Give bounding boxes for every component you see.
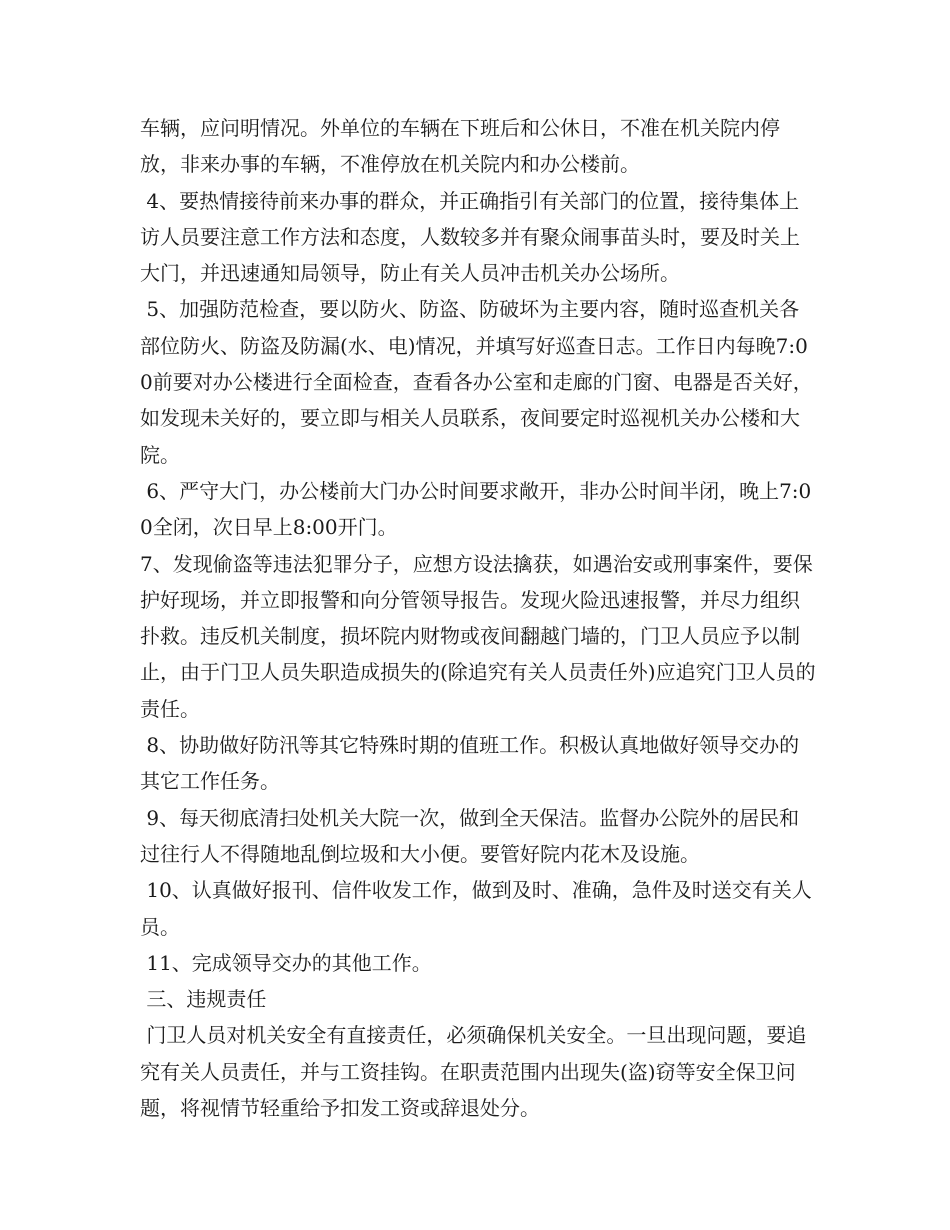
paragraph-vehicle-rules: 车辆，应问明情况。外单位的车辆在下班后和公休日，不准在机关院内停放，非来办事的车辆，不准停放在机关院内和办公楼前。 (140, 116, 780, 177)
paragraph-violation-responsibility: 门卫人员对机关安全有直接责任，必须确保机关安全。一旦出现问题，要追究有关人员责任，并与工资挂钩。在职责范围内出现失(盗)窃等安全保卫问题，将视情节轻重给予扣发工资或辞退处分。 (140, 1023, 807, 1121)
paragraph-item-7: 7、发现偷盗等违法犯罪分子，应想方设法擒获，如遇治安或刑事案件，要保护好现场，并立即报警和向分管领导报告。发现火险迅速报警，并尽力组织扑救。违反机关制度，损坏院内财物或夜间翻越门墙的，门卫人员应予以制止，由于门卫人员失职造成损失的(除追究有关人员责任外)应追究门卫人员的责任。 (140, 551, 816, 721)
paragraph-item-6: 6、严守大门，办公楼前大门办公时间要求敞开，非办公时间半闭，晚上7:00全闭，次日早上8:00开门。 (140, 478, 812, 540)
document-body (140, 110, 816, 1126)
paragraph-item-8: 8、协助做好防汛等其它特殊时期的值班工作。积极认真地做好领导交办的其它工作任务。 (140, 733, 800, 794)
paragraph-item-4: 4、要热情接待前来办事的群众，并正确指引有关部门的位置，接待集体上访人员要注意工作方法和态度，人数较多并有聚众闹事苗头时，要及时关上大门，并迅速通知局领导，防止有关人员冲击机关办公场所。 (140, 188, 800, 286)
paragraph-item-5: 5、加强防范检查，要以防火、防盗、防破坏为主要内容，随时巡查机关各部位防火、防盗及防漏(水、电)情况，并填写好巡查日志。工作日内每晚7:00前要对办公楼进行全面检查，查看各办公室和走廊的门窗、电器是否关好，如发现未关好的，要立即与相关人员联系，夜间要定时巡视机关办公楼和大院。 (140, 297, 813, 467)
section-heading-violation-responsibility: 三、违规责任 (140, 987, 267, 1012)
paragraph-item-11: 11、完成领导交办的其他工作。 (140, 950, 432, 975)
paragraph-item-9: 9、每天彻底清扫处机关大院一次，做到全天保洁。监督办公院外的居民和过往行人不得随地乱倒垃圾和大小便。要管好院内花木及设施。 (140, 805, 800, 866)
paragraph-item-10: 10、认真做好报刊、信件收发工作，做到及时、准确，急件及时送交有关人员。 (140, 878, 812, 939)
